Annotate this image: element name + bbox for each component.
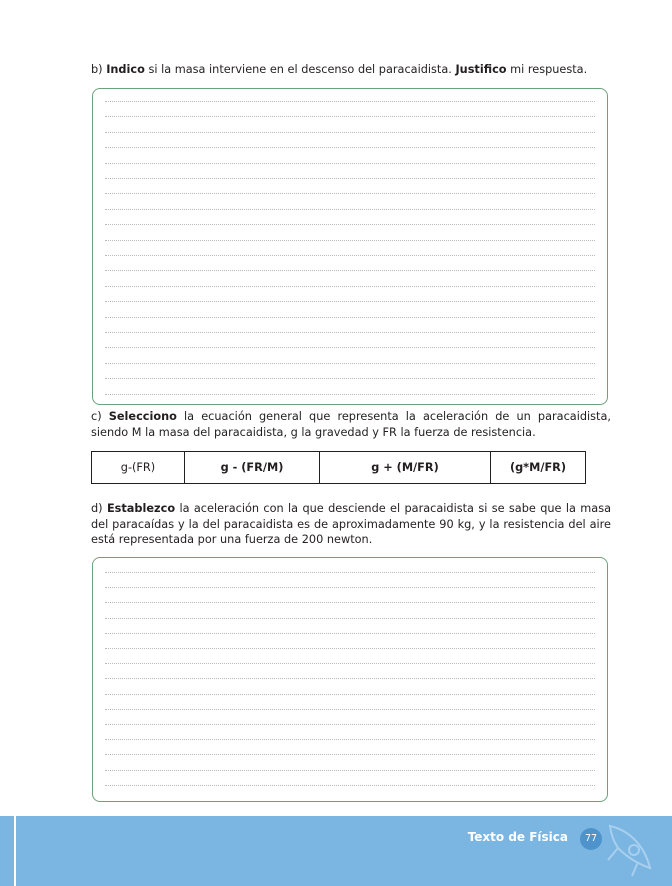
options-table: [91, 451, 586, 484]
option-3[interactable]: g + (M/FR): [320, 452, 491, 484]
question-b-text-2: mi respuesta.: [506, 63, 588, 76]
writing-line: [105, 663, 595, 664]
writing-line: [105, 785, 595, 786]
writing-line: [105, 709, 595, 710]
option-4[interactable]: (g*M/FR): [491, 452, 586, 484]
writing-line: [105, 347, 595, 348]
question-d: [91, 501, 611, 548]
answer-lines-d: [105, 558, 595, 801]
writing-line: [105, 286, 595, 287]
writing-line: [105, 270, 595, 271]
writing-line: [105, 724, 595, 725]
writing-line: [105, 101, 595, 102]
writing-line: [105, 678, 595, 679]
question-c-letter: c): [91, 410, 102, 423]
writing-line: [105, 648, 595, 649]
writing-line: [105, 193, 595, 194]
question-b-verb-justifico: Justifico: [455, 63, 507, 76]
writing-line: [105, 178, 595, 179]
footer-margin-strip: [14, 816, 16, 886]
question-d-text: la aceleración con la que desciende el paracaidista si se sabe que la masa del paracaídas y la del paracaidista es de aproximadamente 90 kg, y la resistencia del aire está representada por una fuerza de 200 newton.: [91, 502, 612, 546]
writing-line: [105, 754, 595, 755]
options-row: [92, 452, 586, 484]
question-c-text: la ecuación general que representa la aceleración de un paracaidista, siendo M la masa del paracaidista, g la gravedad y FR la fuerza de resistencia.: [91, 410, 611, 439]
writing-line: [105, 618, 595, 619]
writing-line: [105, 633, 595, 634]
writing-line: [105, 572, 595, 573]
writing-line: [105, 301, 595, 302]
footer-book-title: Texto de Física: [467, 830, 568, 844]
writing-line: [105, 209, 595, 210]
writing-line: [105, 739, 595, 740]
answer-lines-b: [105, 89, 595, 404]
question-d-letter: d): [91, 502, 103, 515]
writing-line: [105, 770, 595, 771]
writing-line: [105, 587, 595, 588]
writing-line: [105, 694, 595, 695]
question-c: [91, 409, 611, 440]
writing-line: [105, 116, 595, 117]
question-d-verb: Establezco: [106, 502, 176, 515]
answer-box-d[interactable]: [92, 557, 608, 802]
question-b-letter: b): [91, 63, 103, 76]
writing-line: [105, 394, 595, 395]
writing-line: [105, 132, 595, 133]
writing-line: [105, 378, 595, 379]
writing-line: [105, 363, 595, 364]
page-number-badge: [580, 828, 602, 850]
question-b-text-1: si la masa interviene en el descenso del paracaidista.: [144, 63, 456, 76]
answer-box-b[interactable]: [92, 88, 608, 405]
question-c-verb: Selecciono: [108, 410, 177, 423]
writing-line: [105, 332, 595, 333]
writing-line: [105, 163, 595, 164]
option-1[interactable]: g-(FR): [92, 452, 185, 484]
page-number: 77: [584, 833, 598, 844]
question-b-verb-indico: Indico: [106, 63, 145, 76]
writing-line: [105, 240, 595, 241]
page-footer: [0, 816, 672, 886]
rocket-icon: [588, 816, 672, 886]
writing-line: [105, 317, 595, 318]
writing-line: [105, 602, 595, 603]
question-b: [91, 62, 611, 78]
writing-line: [105, 255, 595, 256]
option-2[interactable]: g - (FR/M): [185, 452, 320, 484]
writing-line: [105, 224, 595, 225]
writing-line: [105, 147, 595, 148]
